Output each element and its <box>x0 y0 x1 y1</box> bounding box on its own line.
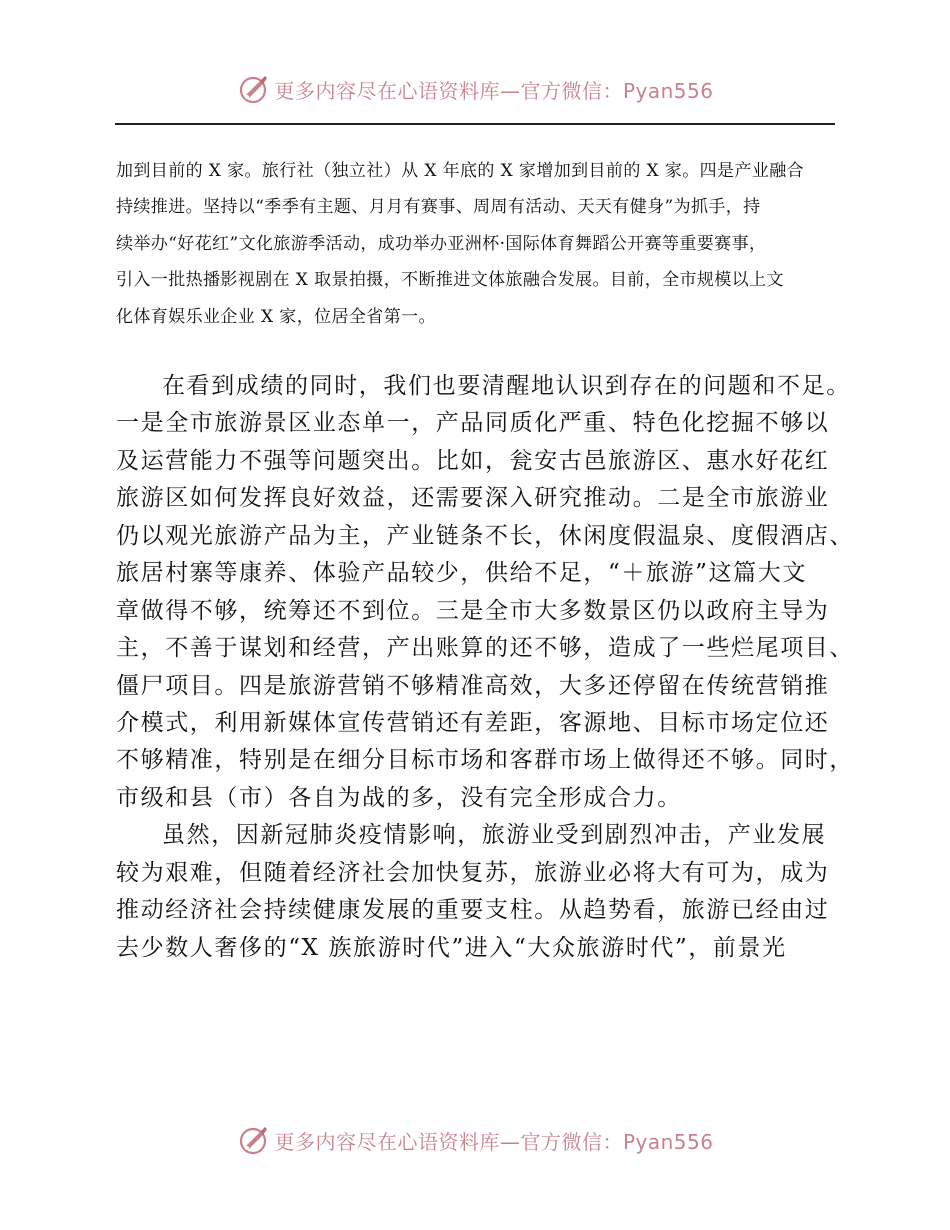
pen-logo-icon <box>236 1123 270 1157</box>
paragraph-2-line: 仍以观光旅游产品为主，产业链条不长，休闲度假温泉、度假酒店、 <box>116 522 854 549</box>
text-line: 续举办“好花红”文化旅游季活动，成功举办亚洲杯·国际体育舞蹈公开赛等重要赛事， <box>116 233 767 254</box>
paragraph-2-line: 旅游区如何发挥良好效益，还需要深入研究推动。二是全市旅游业 <box>116 485 830 512</box>
paragraph-3-line: 推动经济社会持续健康发展的重要支柱。从趋势看，旅游已经由过 <box>116 897 830 924</box>
paragraph-2-line: 不够精准，特别是在细分目标市场和客群市场上做得还不够。同时， <box>116 747 854 774</box>
small-text-block <box>116 153 846 335</box>
paragraph-2-line: 僵尸项目。四是旅游营销不够精准高效，大多还停留在传统营销推 <box>116 672 830 699</box>
text-line: 引入一批热播影视剧在 X 取景拍摄，不断推进文体旅融合发展。目前，全市规模以上文 <box>116 270 784 291</box>
text-line: 化体育娱乐业企业 X 家，位居全省第一。 <box>116 306 436 327</box>
paragraph-2-line: 章做得不够，统筹还不到位。三是全市大多数景区仍以政府主导为 <box>116 597 830 624</box>
paragraph-2-line: 旅居村寨等康养、体验产品较少，供给不足，“＋旅游”这篇大文 <box>116 560 807 587</box>
paragraph-2-line: 市级和县（市）各自为战的多，没有完全形成合力。 <box>116 784 682 811</box>
paragraph-2-line: 主，不善于谋划和经营，产出账算的还不够，造成了一些烂尾项目、 <box>116 635 854 662</box>
footer-text: 更多内容尽在心语资料库—官方微信：Pyan556 <box>274 1129 714 1154</box>
footer-banner <box>0 1122 950 1158</box>
paragraph-3-line: 去少数人奢侈的“X 族旅游时代”进入“大众旅游时代”，前景光 <box>116 934 787 961</box>
main-text-block <box>116 368 852 967</box>
paragraph-2-line: 在看到成绩的同时，我们也要清醒地认识到存在的问题和不足。 <box>162 373 851 399</box>
text-line: 加到目前的 X 家。旅行社（独立社）从 X 年底的 X 家增加到目前的 X 家。四是产业融合 <box>116 161 805 181</box>
header-banner <box>0 71 950 107</box>
paragraph-3-line: 虽然，因新冠肺炎疫情影响，旅游业受到剧烈冲击，产业发展 <box>162 822 827 849</box>
paragraph-3-line: 较为艰难，但随着经济社会加快复苏，旅游业必将大有可为，成为 <box>116 859 830 886</box>
header-text: 更多内容尽在心语资料库—官方微信：Pyan556 <box>274 78 714 103</box>
text-line: 持续推进。坚持以“季季有主题、月月有赛事、周周有活动、天天有健身”为抓手，持 <box>116 197 761 218</box>
pen-logo-icon <box>236 72 270 106</box>
paragraph-2-line: 一是全市旅游景区业态单一，产品同质化严重、特色化挖掘不够以 <box>116 410 830 437</box>
header-divider <box>115 123 835 125</box>
paragraph-2-line: 介模式，利用新媒体宣传营销还有差距，客源地、目标市场定位还 <box>116 709 830 736</box>
paragraph-2-line: 及运营能力不强等问题突出。比如，瓮安古邑旅游区、惠水好花红 <box>116 447 830 474</box>
